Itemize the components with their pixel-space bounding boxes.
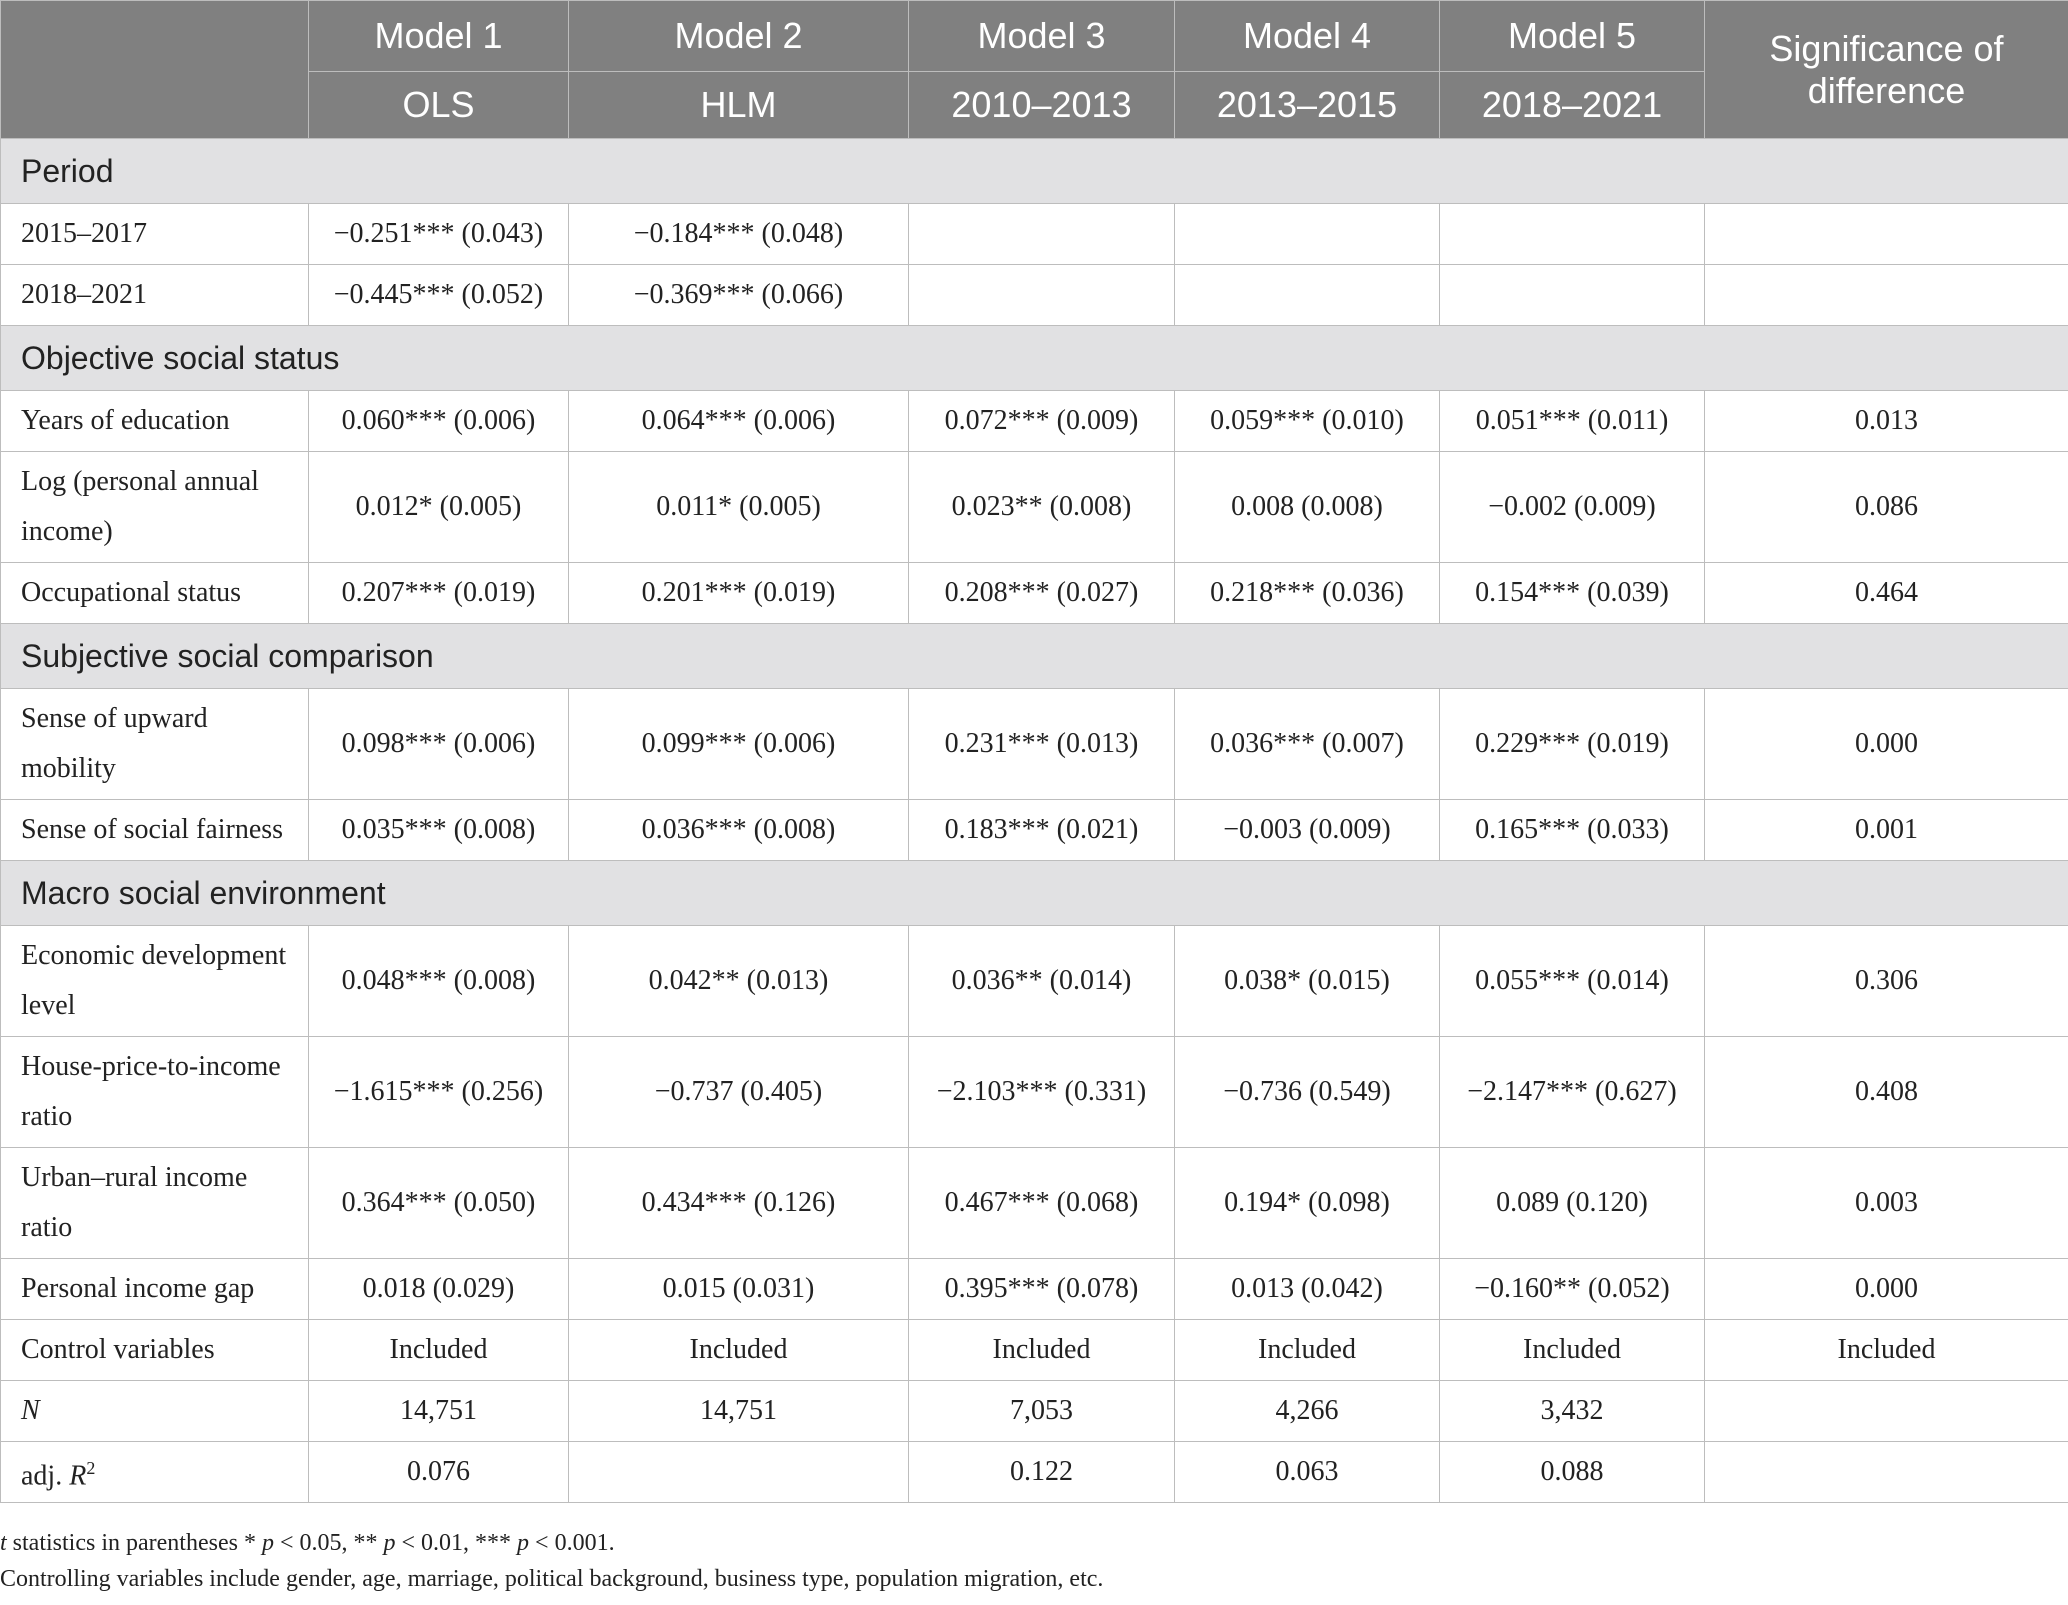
row-label: Occupational status (1, 563, 309, 624)
table-cell: 0.072*** (0.009) (909, 391, 1175, 452)
table-cell (1175, 265, 1440, 326)
table-body (1, 139, 2068, 1503)
table-cell: −0.184*** (0.048) (569, 204, 909, 265)
table-cell: 0.018 (0.029) (309, 1259, 569, 1320)
controls-note: Controlling variables include gender, age, marriage, political background, business type, population migration, etc. (0, 1566, 1104, 1592)
note-text: statistics in parentheses * (6, 1530, 262, 1556)
table-cell: −2.147*** (0.627) (1440, 1037, 1705, 1148)
table-row (1, 800, 2068, 861)
row-label: Personal income gap (1, 1259, 309, 1320)
row-label: Control variables (1, 1320, 309, 1381)
table-cell: 0.194* (0.098) (1175, 1148, 1440, 1259)
table-cell: −0.736 (0.549) (1175, 1037, 1440, 1148)
table-cell: 0.408 (1705, 1037, 2068, 1148)
table-cell: 0.089 (0.120) (1440, 1148, 1705, 1259)
table-cell: −2.103*** (0.331) (909, 1037, 1175, 1148)
header-row-models (1, 1, 2068, 72)
table-cell: 0.306 (1705, 926, 2068, 1037)
table-cell: 0.434*** (0.126) (569, 1148, 909, 1259)
p-symbol: p (517, 1530, 530, 1556)
table-cell: 0.364*** (0.050) (309, 1148, 569, 1259)
table-cell: 0.015 (0.031) (569, 1259, 909, 1320)
t-symbol: t (0, 1530, 7, 1556)
table-cell: 3,432 (1440, 1381, 1705, 1442)
row-label: Years of education (1, 391, 309, 452)
header-model-1: Model 1 (309, 1, 569, 72)
table-row (1, 689, 2068, 800)
table-cell: 0.008 (0.008) (1175, 452, 1440, 563)
p-symbol: p (383, 1530, 396, 1556)
header-period-2013-2015: 2013–2015 (1175, 72, 1440, 139)
row-label: Log (personal annual income) (1, 452, 309, 563)
table-cell: 0.013 (1705, 391, 2068, 452)
table-row (1, 391, 2068, 452)
table-cell (1705, 265, 2068, 326)
table-cell: 0.208*** (0.027) (909, 563, 1175, 624)
table-row (1, 1148, 2068, 1259)
table-row (1, 1320, 2068, 1381)
header-period-2010-2013: 2010–2013 (909, 72, 1175, 139)
note-text: < 0.001. (529, 1530, 615, 1556)
table-cell: 0.003 (1705, 1148, 2068, 1259)
section-title: Subjective social comparison (1, 624, 2068, 689)
table-row (1, 1259, 2068, 1320)
header-method-hlm: HLM (569, 72, 909, 139)
table-cell: −0.160** (0.052) (1440, 1259, 1705, 1320)
header-period-2018-2021: 2018–2021 (1440, 72, 1705, 139)
table-cell: −1.615*** (0.256) (309, 1037, 569, 1148)
note-text: < 0.05, ** (273, 1530, 384, 1556)
table-cell: −0.002 (0.009) (1440, 452, 1705, 563)
table-cell (1440, 204, 1705, 265)
header-model-2: Model 2 (569, 1, 909, 72)
section-title: Macro social environment (1, 861, 2068, 926)
table-cell: 0.088 (1440, 1442, 1705, 1503)
table-cell: 0.036*** (0.007) (1175, 689, 1440, 800)
table-cell (569, 1442, 909, 1503)
row-label: Sense of upward mobility (1, 689, 309, 800)
table-cell: 0.201*** (0.019) (569, 563, 909, 624)
table-row (1, 1037, 2068, 1148)
table-cell: 0.060*** (0.006) (309, 391, 569, 452)
table-cell: 0.076 (309, 1442, 569, 1503)
row-label: 2018–2021 (1, 265, 309, 326)
table-row (1, 563, 2068, 624)
table-cell (1175, 204, 1440, 265)
table-cell: 0.183*** (0.021) (909, 800, 1175, 861)
table-row (1, 926, 2068, 1037)
table-cell: 14,751 (309, 1381, 569, 1442)
section-title: Period (1, 139, 2068, 204)
header-model-3: Model 3 (909, 1, 1175, 72)
table-header (1, 1, 2068, 139)
table-cell (1440, 265, 1705, 326)
table-cell: −0.369*** (0.066) (569, 265, 909, 326)
table-cell (1705, 1381, 2068, 1442)
table-cell: 0.154*** (0.039) (1440, 563, 1705, 624)
section-header-row (1, 861, 2068, 926)
table-notes (0, 1525, 2060, 1597)
table-cell: 0.042** (0.013) (569, 926, 909, 1037)
table-cell (909, 204, 1175, 265)
table-cell (1705, 1442, 2068, 1503)
header-method-ols: OLS (309, 72, 569, 139)
section-title: Objective social status (1, 326, 2068, 391)
table-cell: −0.251*** (0.043) (309, 204, 569, 265)
table-cell: −0.737 (0.405) (569, 1037, 909, 1148)
table-cell: 0.229*** (0.019) (1440, 689, 1705, 800)
table-cell: 0.099*** (0.006) (569, 689, 909, 800)
row-label-superscript: 2 (86, 1457, 96, 1478)
table-row (1, 265, 2068, 326)
row-label (1, 1381, 309, 1442)
table-cell: −0.003 (0.009) (1175, 800, 1440, 861)
table-cell: 0.001 (1705, 800, 2068, 861)
table-cell: Included (1175, 1320, 1440, 1381)
table-cell: 0.036** (0.014) (909, 926, 1175, 1037)
header-corner-cell (1, 1, 309, 139)
header-model-5: Model 5 (1440, 1, 1705, 72)
table-cell: 0.035*** (0.008) (309, 800, 569, 861)
row-label-text: N (21, 1395, 40, 1426)
table-cell: 4,266 (1175, 1381, 1440, 1442)
table-cell: 0.012* (0.005) (309, 452, 569, 563)
table-cell: 7,053 (909, 1381, 1175, 1442)
row-label: 2015–2017 (1, 204, 309, 265)
significance-note (0, 1525, 2060, 1561)
table-cell: 0.048*** (0.008) (309, 926, 569, 1037)
row-label: Sense of social fairness (1, 800, 309, 861)
table-cell: 0.051*** (0.011) (1440, 391, 1705, 452)
table-cell: 14,751 (569, 1381, 909, 1442)
table-cell: 0.098*** (0.006) (309, 689, 569, 800)
table-cell: 0.036*** (0.008) (569, 800, 909, 861)
table-cell: 0.013 (0.042) (1175, 1259, 1440, 1320)
row-label-symbol: R (69, 1460, 87, 1492)
row-label: House-price-to-income ratio (1, 1037, 309, 1148)
table-cell: 0.086 (1705, 452, 2068, 563)
note-text: < 0.01, *** (395, 1530, 518, 1556)
row-label: Economic development level (1, 926, 309, 1037)
table-cell: 0.055*** (0.014) (1440, 926, 1705, 1037)
table-cell: −0.445*** (0.052) (309, 265, 569, 326)
table-cell: 0.011* (0.005) (569, 452, 909, 563)
row-label: Urban–rural income ratio (1, 1148, 309, 1259)
table-cell: 0.165*** (0.033) (1440, 800, 1705, 861)
section-header-row (1, 624, 2068, 689)
table-cell: Included (569, 1320, 909, 1381)
table-cell: Included (309, 1320, 569, 1381)
table-cell: Included (1705, 1320, 2068, 1381)
table-cell: 0.231*** (0.013) (909, 689, 1175, 800)
table-cell: 0.218*** (0.036) (1175, 563, 1440, 624)
table-cell: 0.000 (1705, 689, 2068, 800)
table-cell: 0.023** (0.008) (909, 452, 1175, 563)
table-cell: 0.038* (0.015) (1175, 926, 1440, 1037)
table-cell (1705, 204, 2068, 265)
table-cell: Included (1440, 1320, 1705, 1381)
section-header-row (1, 139, 2068, 204)
table-cell: Included (909, 1320, 1175, 1381)
table-row (1, 1381, 2068, 1442)
table-row (1, 1442, 2068, 1503)
table-cell: 0.467*** (0.068) (909, 1148, 1175, 1259)
table-cell: 0.000 (1705, 1259, 2068, 1320)
section-header-row (1, 326, 2068, 391)
p-symbol: p (261, 1530, 274, 1556)
table-cell (909, 265, 1175, 326)
table-cell: 0.064*** (0.006) (569, 391, 909, 452)
row-label (1, 1442, 309, 1503)
table-row (1, 452, 2068, 563)
header-significance: Significance of difference (1705, 1, 2068, 139)
table-cell: 0.207*** (0.019) (309, 563, 569, 624)
table-row (1, 204, 2068, 265)
row-label-prefix: adj. (21, 1460, 70, 1492)
table-cell: 0.395*** (0.078) (909, 1259, 1175, 1320)
table-cell: 0.122 (909, 1442, 1175, 1503)
table-cell: 0.059*** (0.010) (1175, 391, 1440, 452)
table-cell: 0.464 (1705, 563, 2068, 624)
table-cell: 0.063 (1175, 1442, 1440, 1503)
header-model-4: Model 4 (1175, 1, 1440, 72)
